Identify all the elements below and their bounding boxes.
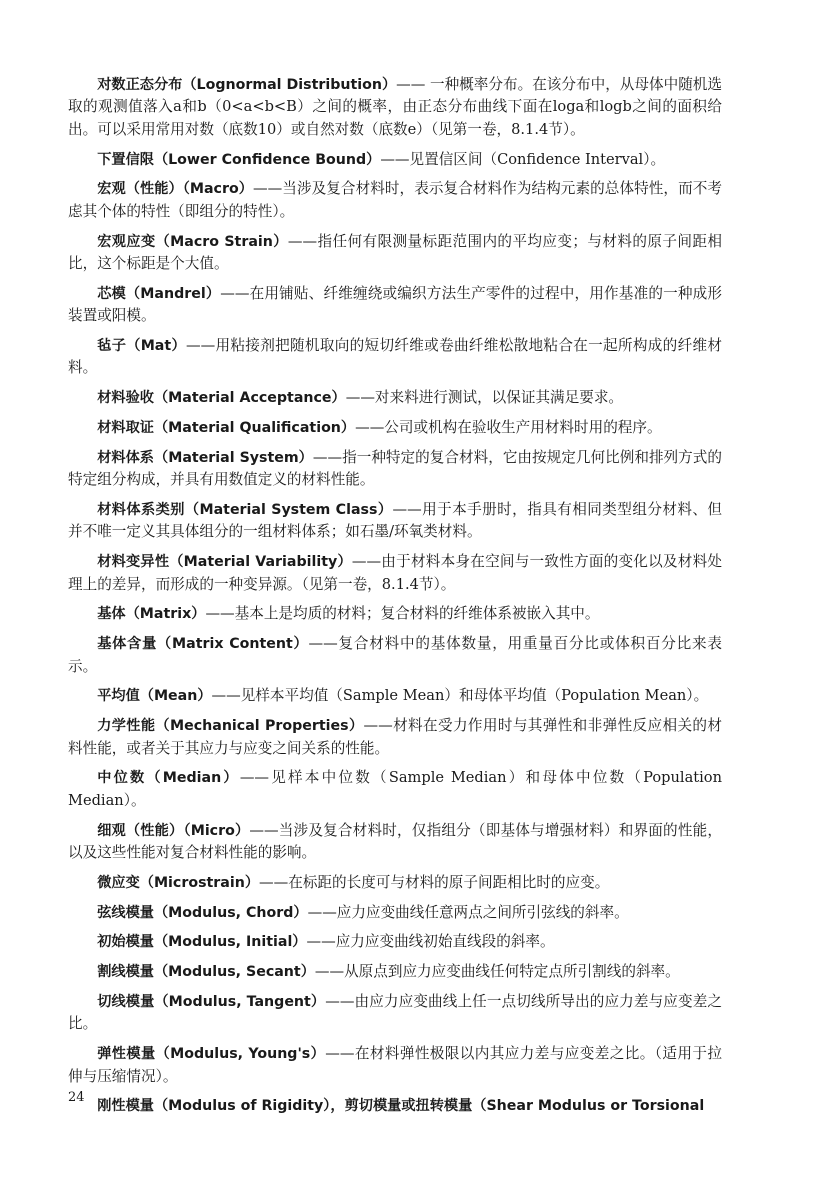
glossary-entry <box>68 820 722 865</box>
glossary-definition: ——在标距的长度可与材料的原子间距相比时的应变。 <box>259 873 610 891</box>
glossary-entry <box>68 387 722 409</box>
glossary-entry <box>68 335 722 380</box>
glossary-term: 材料验收（Material Acceptance） <box>97 390 346 407</box>
glossary-definition: ——应力应变曲线初始直线段的斜率。 <box>306 933 555 951</box>
glossary-term: 初始模量（Modulus, Initial） <box>97 934 307 951</box>
glossary-entry <box>68 551 722 596</box>
glossary-definition: ——从原点到应力应变曲线任何特定点所引割线的斜率。 <box>314 963 680 981</box>
glossary-term: 基体（Matrix） <box>97 606 206 623</box>
page-number: 24 <box>68 1090 85 1105</box>
glossary-entry <box>68 417 722 439</box>
glossary-entry <box>68 931 722 953</box>
glossary-term: 弦线模量（Modulus, Chord） <box>97 904 308 921</box>
glossary-term: 弹性模量（Modulus, Young's） <box>97 1046 326 1063</box>
glossary-term: 中位数（Median） <box>97 770 240 787</box>
glossary-term: 宏观（性能）（Macro） <box>97 181 254 198</box>
glossary-entry <box>68 961 722 983</box>
glossary-entry <box>68 499 722 544</box>
glossary-entry <box>68 447 722 492</box>
glossary-term: 基体含量（Matrix Content） <box>97 636 309 653</box>
glossary-definition: ——当涉及复合材料时，仅指组分（即基体与增强材料）和界面的性能，以及这些性能对复合材料性能的影响。 <box>68 821 722 862</box>
glossary-entry <box>68 902 722 924</box>
glossary-term: 毡子（Mat） <box>97 338 186 355</box>
glossary-definition: —— 一种概率分布。在该分布中，从母体中随机选取的观测值落入a和b（0<a<b<B）之间的概率，由正态分布曲线下面在loga和logb之间的面积给出。可以采用常用对数（底数10）或自然对数（底数e）（见第一卷，8.1.4节）。 <box>68 76 722 138</box>
glossary-entry <box>68 178 722 223</box>
glossary-definition: ——指任何有限测量标距范围内的平均应变；与材料的原子间距相比，这个标距是个大值。 <box>68 232 722 273</box>
glossary-definition: ——用粘接剂把随机取向的短切纤维或卷曲纤维松散地粘合在一起所构成的纤维材料。 <box>68 337 722 377</box>
glossary-term: 细观（性能）（Micro） <box>97 822 250 839</box>
glossary-term: 力学性能（Mechanical Properties） <box>97 718 364 735</box>
glossary-body <box>68 74 722 1125</box>
glossary-definition: ——在用铺贴、纤维缠绕或编织方法生产零件的过程中，用作基准的一种成形装置或阳模。 <box>68 284 722 325</box>
glossary-definition: ——应力应变曲线任意两点之间所引弦线的斜率。 <box>307 903 629 921</box>
glossary-definition: ——材料在受力作用时与其弹性和非弹性反应相关的材料性能，或者关于其应力与应变之间关系的性能。 <box>68 717 722 757</box>
glossary-entry <box>68 685 722 707</box>
glossary-definition: ——由应力应变曲线上任一点切线所导出的应力差与应变差之比。 <box>68 993 722 1033</box>
glossary-term: 下置信限（Lower Confidence Bound） <box>97 151 381 168</box>
glossary-term: 材料体系（Material System） <box>97 449 313 466</box>
glossary-entry <box>68 231 722 276</box>
glossary-definition: ——见样本平均值（Sample Mean）和母体平均值（Population Mean）。 <box>211 687 709 705</box>
glossary-term: 宏观应变（Macro Strain） <box>97 233 288 250</box>
glossary-term: 材料变异性（Material Variability） <box>97 554 352 571</box>
glossary-term: 材料取证（Material Qualification） <box>97 420 356 437</box>
glossary-definition: ——用于本手册时，指具有相同类型组分材料、但并不唯一定义其具体组分的一组材料体系；如石墨/环氧类材料。 <box>68 501 723 541</box>
glossary-term: 刚性模量（Modulus of Rigidity），剪切模量或扭转模量（Shear Modulus or Torsional <box>97 1098 705 1115</box>
glossary-entry <box>68 149 722 171</box>
glossary-term: 微应变（Microstrain） <box>97 874 260 891</box>
glossary-entry <box>68 633 722 678</box>
glossary-entry <box>68 1095 722 1117</box>
glossary-definition: ——由于材料本身在空间与一致性方面的变化以及材料处理上的差异，而形成的一种变异源。（见第一卷，8.1.4节）。 <box>68 553 722 593</box>
glossary-definition: ——基本上是均质的材料；复合材料的纤维体系被嵌入其中。 <box>205 605 600 623</box>
glossary-entry <box>68 603 722 625</box>
glossary-definition: ——指一种特定的复合材料，它由按规定几何比例和排列方式的特定组分构成，并具有用数值定义的材料性能。 <box>68 448 722 489</box>
glossary-entry <box>68 767 722 812</box>
glossary-term: 切线模量（Modulus, Tangent） <box>97 994 326 1011</box>
glossary-term: 材料体系类别（Material System Class） <box>97 502 393 519</box>
glossary-definition: ——复合材料中的基体数量，用重量百分比或体积百分比来表示。 <box>68 635 722 675</box>
glossary-term: 割线模量（Modulus, Secant） <box>97 964 315 981</box>
glossary-definition: ——公司或机构在验收生产用材料时用的程序。 <box>355 419 662 437</box>
glossary-definition: ——当涉及复合材料时，表示复合材料作为结构元素的总体特性，而不考虑其个体的特性（即组分的特性）。 <box>68 180 722 220</box>
glossary-definition: ——见样本中位数（Sample Median）和母体中位数（Population Median）。 <box>68 769 722 809</box>
glossary-entry <box>68 1043 722 1088</box>
glossary-definition: ——见置信区间（Confidence Interval）。 <box>380 150 666 168</box>
glossary-entry <box>68 991 722 1036</box>
glossary-entry <box>68 74 722 141</box>
glossary-definition: ——在材料弹性极限以内其应力差与应变差之比。（适用于拉伸与压缩情况）。 <box>68 1045 722 1085</box>
glossary-term: 芯模（Mandrel） <box>97 285 221 302</box>
glossary-entry <box>68 283 722 328</box>
glossary-entry <box>68 872 722 894</box>
glossary-definition: ——对来料进行测试，以保证其满足要求。 <box>345 389 624 407</box>
glossary-term: 平均值（Mean） <box>97 688 212 705</box>
glossary-entry <box>68 715 722 760</box>
glossary-term: 对数正态分布（Lognormal Distribution） <box>97 77 397 93</box>
